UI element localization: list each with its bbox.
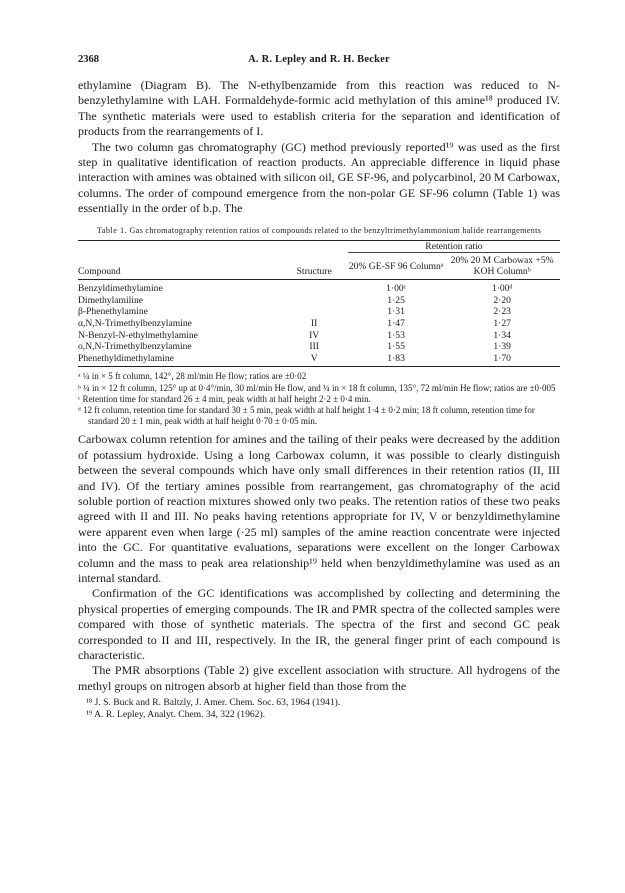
cell-compound: Dimethylamiline bbox=[78, 294, 144, 306]
table-row bbox=[78, 318, 560, 330]
footnote: ¹⁸ J. S. Buck and R. Baltzly, J. Amer. Chem. Soc. 63, 1964 (1941). bbox=[86, 697, 341, 709]
cell-compound: o,N,N-Trimethylbenzylamine bbox=[78, 341, 192, 353]
running-head: A. R. Lepley and R. H. Becker bbox=[248, 54, 390, 65]
paragraph: Carbowax column retention for amines and the tailing of their peaks were decreased by the addition of potassium hydroxide. Using a long Carbowax column, it was possible to clearly distinguish between the several compounds which have only small differences in their retention ratios (II, III and IV). Of the tertiary amines possible from rearrangement, gas chromatography of the acid soluble portion of reaction mixtures showed only two peaks. The retention ratios of these two peaks agreed with II and III. No peaks having retentions appropriate for IV, V or benzyldimethylamine were apparent even when large (·25 ml) samples of the amine reaction concentrate were injected into the GC. For quantitative evaluations, separations were excellent on the longer Carbowax column and the mass to peak area relationship¹⁹ held when benzyldimethylamine was used as an internal standard. bbox=[78, 432, 560, 585]
journal-page bbox=[78, 54, 560, 721]
cell-sf96: 1·47 bbox=[387, 317, 405, 329]
table-row bbox=[78, 353, 560, 367]
cell-carbowax: 1·27 bbox=[493, 317, 511, 329]
cell-carbowax: 2·20 bbox=[493, 294, 511, 306]
table-note: ᵇ ¼ in × 12 ft column, 125° up at 0·4°/min, 30 ml/min He flow, and ¼ in × 18 ft column, 135°, 72 ml/min He flow; ratios are ±0·005 bbox=[78, 382, 556, 393]
cell-sf96: 1·83 bbox=[387, 352, 405, 364]
cell-compound: Phenethyldimethylamine bbox=[78, 352, 174, 364]
column-header-sf96: 20% GE-SF 96 Columnᵃ bbox=[348, 260, 444, 272]
retention-table bbox=[78, 240, 560, 367]
table-body bbox=[78, 280, 560, 367]
body-text-bottom bbox=[78, 432, 560, 694]
footnotes bbox=[78, 697, 560, 721]
paragraph: The PMR absorptions (Table 2) give excellent association with structure. All hydrogens of the methyl groups on nitrogen absorb at higher field than those from the bbox=[78, 663, 560, 693]
cell-sf96: 1·53 bbox=[387, 329, 405, 341]
cell-compound: α,N,N-Trimethylbenzylamine bbox=[78, 317, 192, 329]
page-header bbox=[78, 54, 560, 70]
table-row bbox=[78, 341, 560, 353]
table-row bbox=[78, 280, 560, 295]
cell-carbowax: 1·34 bbox=[493, 329, 511, 341]
body-text-top bbox=[78, 78, 560, 217]
footnote: ¹⁹ A. R. Lepley, Analyt. Chem. 34, 322 (1962). bbox=[86, 709, 266, 721]
cell-carbowax: 2·23 bbox=[493, 306, 511, 318]
paragraph: Confirmation of the GC identifications was accomplished by collecting and determining the physical properties of emerging compounds. The IR and PMR spectra of the collected samples were compared with those of synthetic materials. The spectra of the first and second GC peak corresponded to II and III, respectively. In the IR, the general finger print of each compound is characteristic. bbox=[78, 586, 560, 663]
table-caption-text: Gas chromatography retention ratios of compounds related to the benzyltrimethylammonium halide rearrangements bbox=[129, 225, 542, 235]
cell-structure: V bbox=[310, 352, 318, 364]
cell-compound: Benzyldimethylamine bbox=[78, 283, 163, 295]
cell-sf96: 1·31 bbox=[387, 306, 405, 318]
cell-sf96: 1·00ᶜ bbox=[386, 283, 407, 295]
cell-compound: β-Phenethylamine bbox=[78, 306, 148, 318]
table-note: ᶜ Retention time for standard 26 ± 4 min, peak width at half height 2·2 ± 0·4 min. bbox=[78, 393, 371, 404]
cell-carbowax: 1·70 bbox=[493, 352, 511, 364]
table-notes bbox=[78, 371, 560, 427]
paragraph: The two column gas chromatography (GC) method previously reported¹⁹ was used as the first step in qualitative identification of reaction products. An appreciable difference in liquid phase interaction with amines was obtained with silicon oil, GE SF-96, and polycarbinol, 20 M Carbowax, columns. The order of compound emergence from the non-polar GE SF-96 column (Table 1) was essentially in the order of b.p. The bbox=[78, 139, 560, 216]
cell-structure: IV bbox=[309, 329, 320, 341]
table-note: ᵃ ¼ in × 5 ft column, 142°, 28 ml/min He flow; ratios are ±0·02 bbox=[78, 371, 307, 382]
table-caption bbox=[78, 226, 560, 237]
cell-structure bbox=[280, 295, 347, 307]
cell-structure bbox=[280, 306, 347, 318]
cell-compound: N-Benzyl-N-ethylmethylamine bbox=[78, 329, 198, 341]
retention-ratio-header: Retention ratio bbox=[348, 241, 560, 253]
table-note: ᵈ 12 ft column, retention time for standard 30 ± 5 min, peak width at half height 1·4 ± 0·2 min; 18 ft column, retention time for standard 20 ± 1 min, peak width at half height 0·70 ± 0·05 min. bbox=[78, 404, 535, 427]
cell-structure: III bbox=[309, 341, 319, 353]
paragraph: ethylamine (Diagram B). The N-ethylbenzamide from this reaction was reduced to N-benzylethylamine with LAH. Formaldehyde-formic acid methylation of this amine¹⁸ produced IV. The synthetic materials were used to establish criteria for the separation and identification of products from the rearrangements of I. bbox=[78, 78, 560, 139]
table-caption-label: Table 1. bbox=[96, 225, 128, 235]
cell-sf96: 1·55 bbox=[387, 341, 405, 353]
cell-structure bbox=[280, 280, 347, 295]
column-header-compound: Compound bbox=[78, 266, 121, 278]
page-number: 2368 bbox=[78, 54, 99, 65]
table-row bbox=[78, 306, 560, 318]
cell-carbowax: 1·00ᵈ bbox=[491, 283, 513, 295]
column-header-structure: Structure bbox=[296, 266, 332, 278]
cell-structure: II bbox=[310, 317, 318, 329]
cell-sf96: 1·25 bbox=[387, 294, 405, 306]
table-row bbox=[78, 295, 560, 307]
column-header-carbowax: 20% 20 M Carbowax +5% KOH Columnᵇ bbox=[450, 255, 554, 278]
table-row bbox=[78, 330, 560, 342]
cell-carbowax: 1·39 bbox=[493, 341, 511, 353]
